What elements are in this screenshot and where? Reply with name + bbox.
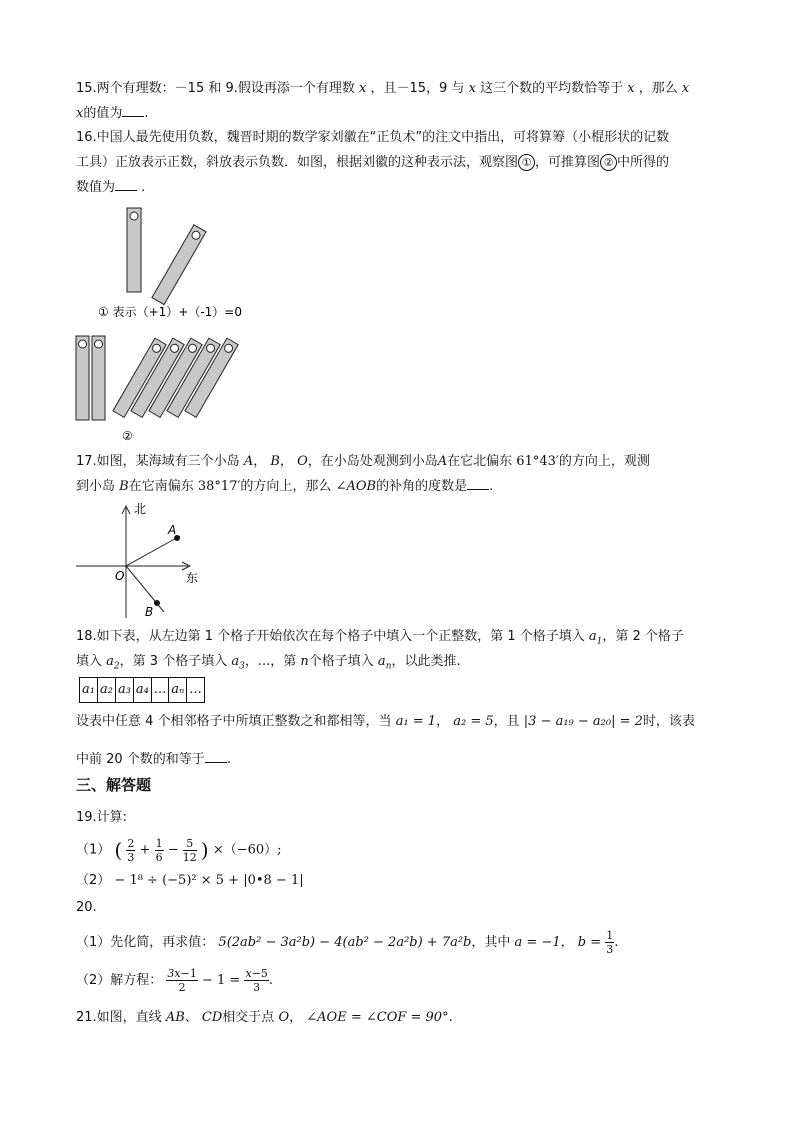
q18-line4: 中前 20 个数的和等于 . xyxy=(76,752,231,767)
slanted-rod xyxy=(152,225,206,305)
table-cell: aₙ xyxy=(169,678,187,702)
q17-line1: 17.如图，某海域有三个小岛 A， B， O，在小岛处观测到小岛A在它北偏东 61°43′的方向上，观测 xyxy=(76,454,650,469)
q17-line2: 到小岛 B在它南偏东 38°17′的方向上，那么 ∠AOB的补角的度数是 . xyxy=(76,479,494,494)
fraction: $\frac{1}{3}$ xyxy=(606,929,614,956)
fraction: $\frac{5}{12}$ xyxy=(182,836,197,864)
figure-1-caption: ① 表示（+1）+（-1）=0 xyxy=(98,305,242,319)
north-label: 北 xyxy=(134,502,147,516)
fraction: $\frac{2}{3}$ xyxy=(127,836,135,864)
answer-blank xyxy=(115,178,137,191)
q20-part2: （2）解方程： $\frac{3x-1}{2}$ − 1 = $\frac{x-5}{3}$ . xyxy=(76,967,274,994)
east-label: 东 xyxy=(186,571,199,585)
label-O: O xyxy=(115,569,125,583)
counting-rods-figure-2 xyxy=(70,330,270,445)
q21-line1: 21.如图，直线 AB、 CD相交于点 O， ∠AOE = ∠COF = 90°. xyxy=(76,1010,453,1025)
upright-rod xyxy=(76,336,89,420)
answer-blank xyxy=(467,477,489,490)
label-A: A xyxy=(168,523,177,537)
table-cell: a₃ xyxy=(116,678,134,702)
sequence-table xyxy=(79,677,205,703)
ray-OA xyxy=(126,536,180,566)
section-heading: 三、解答题 xyxy=(76,776,152,794)
label-B: B xyxy=(145,605,154,619)
q19-title: 19.计算: xyxy=(76,810,128,825)
answer-blank xyxy=(122,104,144,117)
answer-blank xyxy=(205,750,227,763)
q15-line2: x的值为 . xyxy=(76,106,149,121)
compass-figure xyxy=(70,498,220,623)
upright-rod xyxy=(127,208,141,292)
q16-line2: 工具）正放表示正数，斜放表示负数．如图，根据刘徽的这种表示法，观察图 ① ，可推算图 ② 中所得的 xyxy=(76,155,670,170)
q18-line2: 填入 $a_2$，第 3 个格子填入 $a_3$，...，第 n个格子填入 $a_n$，以此类推. xyxy=(76,654,461,672)
fraction: $\frac{x-5}{3}$ xyxy=(245,967,268,994)
q19-part1: （1） ( $\frac{2}{3}$ + $\frac{1}{6}$ − $\frac{5}{12}$ ) ×（−60）; xyxy=(76,836,282,864)
point-B xyxy=(154,600,160,606)
q18-line1: 18.如下表，从左边第 1 个格子开始依次在每个格子中填入一个正整数，第 1 个格子填入 $a_1$，第 2 个格子 xyxy=(76,629,684,647)
q20-title: 20. xyxy=(76,900,97,915)
table-cell: ... xyxy=(152,678,169,702)
rod-hole xyxy=(79,340,87,348)
q16-line3: 数值为 . xyxy=(76,180,146,195)
q18-line3: 设表中任意 4 个相邻格子中所填正整数之和都相等，当 a₁ = 1， a₂ = 5，且 |3 − a₁₉ − a₂₀| = 2时，该表 xyxy=(76,714,695,729)
q20-part1: （1）先化简，再求值： 5(2ab² − 3a²b) − 4(ab² − 2a²b) + 7a²b，其中 a = −1， b = $\frac{1}{3}$ . xyxy=(76,929,619,956)
table-cell: a₄ xyxy=(134,678,152,702)
rod-hole xyxy=(95,340,103,348)
table-cell: a₁ xyxy=(80,678,98,702)
figure-2-caption: ② xyxy=(122,429,133,443)
q15-line1: 15.两个有理数：－15 和 9.假设再添一个有理数 x ，且－15，9 与 x 这三个数的平均数恰等于 x ，那么 x xyxy=(76,81,690,96)
table-cell: a₂ xyxy=(98,678,116,702)
fraction: $\frac{3x-1}{2}$ xyxy=(167,967,197,994)
upright-rod xyxy=(92,336,105,420)
fraction: $\frac{1}{6}$ xyxy=(155,836,163,864)
table-cell: ... xyxy=(189,682,202,697)
rod-hole xyxy=(130,212,138,220)
counting-rods-figure-1 xyxy=(90,203,290,323)
q19-part2: （2） − 1⁸ ÷ (−5)² × 5 + |0•8 − 1| xyxy=(76,873,304,888)
q16-line1: 16.中国人最先使用负数，魏晋时期的数学家刘徽在“正负术”的注文中指出，可将算筹（小棍形状的记数 xyxy=(76,130,670,145)
